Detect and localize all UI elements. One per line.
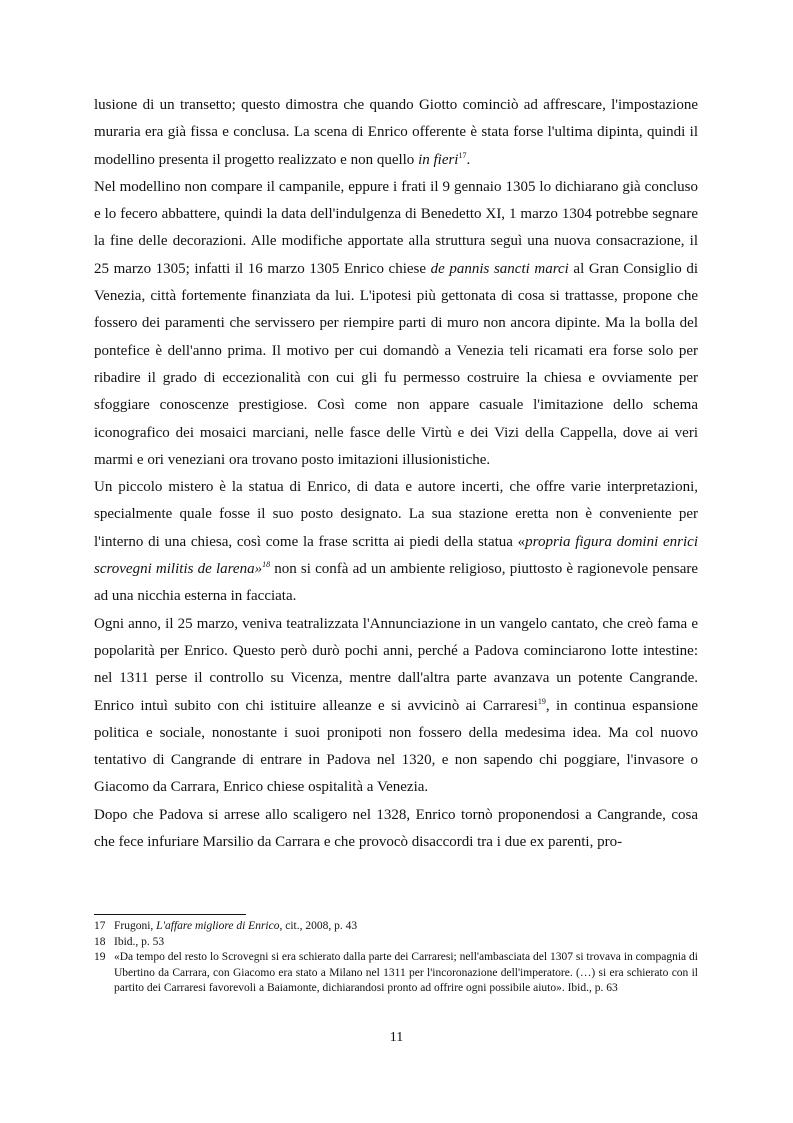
footnote-separator xyxy=(94,914,246,915)
footnote-title: L'affare migliore di Enrico xyxy=(156,920,280,932)
paragraph-text: lusione di un transetto; questo dimostra che quando Giotto cominciò ad affrescare, l'impostazione muraria era già fissa e conclusa. La scena di Enrico offerente è stata forse l'ultima dipinta, quindi il modellino presenta il progetto realizzato e non quello xyxy=(94,97,698,168)
page-number: 11 xyxy=(389,1030,404,1045)
footnotes xyxy=(94,914,698,997)
footnote-ref-18[interactable]: 18 xyxy=(262,560,271,570)
footnote-number: 19 xyxy=(94,951,106,963)
footnote-ref-17[interactable]: 17 xyxy=(458,150,467,160)
paragraph-text: Ogni anno, il 25 marzo, veniva teatralizzata l'Annunciazione in un vangelo cantato, che creò fama e popolarità per Enrico. Questo però durò pochi anni, perché a Padova cominciarono lotte intestine: nel 1311 perse il controllo su Vicenza, mentre dall'altra parte avanzava un potente Cangrande. Enrico intuì subito con chi istituire alleanze e si avvicinò ai Carraresi xyxy=(94,615,698,714)
paragraph-text: Un piccolo mistero è la statua di Enrico, di data e autore incerti, che offre varie interpretazioni, specialmente quale fosse il suo posto designato. La sua stazione eretta non è conveniente per l'interno di una chiesa, così come la frase scritta ai piedi della statua « xyxy=(94,479,698,550)
italic-quote: propria figura domini enrici scrovegni militis de larena» xyxy=(94,533,698,578)
paragraph-1 xyxy=(94,92,698,174)
paragraph-text: Dopo che Padova si arrese allo scaligero nel 1328, Enrico tornò proponendosi a Cangrande, cosa che fece infuriare Marsilio da Carrara e che provocò disaccordi tra i due ex parenti, pro- xyxy=(94,806,698,851)
footnote-number: 17 xyxy=(94,920,106,932)
footnote-text: Ibid., p. 53 xyxy=(114,935,165,948)
paragraph-2 xyxy=(94,174,698,474)
body-text xyxy=(94,92,698,856)
footnote-17 xyxy=(94,919,698,935)
paragraph-text: . xyxy=(466,151,471,168)
footnote-citation: , cit., 2008, p. 43 xyxy=(279,920,358,932)
footnote-ref-19[interactable]: 19 xyxy=(537,696,546,706)
footnote-18 xyxy=(94,935,698,951)
footnote-19 xyxy=(94,950,698,997)
paragraph-5 xyxy=(94,802,698,857)
paragraph-text: al Gran Consiglio di Venezia, città fortemente finanziata da lui. L'ipotesi più gettonata di cosa si trattasse, propone che fossero dei paramenti che servissero per riempire parti di muro non ancora dipinte. Ma la bolla del pontefice è dell'anno prima. Il motivo per cui domandò a Venezia teli ricamati era forse solo per ribadire il grado di eccezionalità con cui gli fu permesso costruire la chiesa e ovviamente per sfoggiare conoscenze prestigiose. Così come non appare casuale l'imitazione dello schema iconografico dei mosaici marciani, nelle fasce delle Virtù e dei Vizi della Cappella, dove ai veri marmi e ori veneziani ora trovano posto imitazioni illusionistiche. xyxy=(94,260,699,468)
paragraph-3 xyxy=(94,474,698,610)
italic-term: de pannis sancti marci xyxy=(430,260,569,277)
paragraph-text: Nel modellino non compare il campanile, eppure i frati il 9 gennaio 1305 lo dichiarano già concluso e lo fecero abbattere, quindi la data dell'indulgenza di Benedetto XI, 1 marzo 1304 potrebbe segnare la fine delle decorazioni. Alle modifiche apportate alla struttura seguì una nuova consacrazione, il 25 marzo 1305; infatti il 16 marzo 1305 Enrico chiese xyxy=(94,178,698,277)
footnote-text xyxy=(114,919,698,935)
footnote-number: 18 xyxy=(94,935,106,948)
footnote-author: Frugoni, xyxy=(114,920,157,932)
paragraph-text: , in continua espansione politica e sociale, nonostante i suoi pronipoti non fossero della medesima idea. Ma col nuovo tentativo di Cangrande di entrare in Padova nel 1320, e non sapendo chi poggiare, l'invasore o Giacomo da Carrara, Enrico chiese ospitalità a Venezia. xyxy=(94,697,698,796)
paragraph-4 xyxy=(94,611,698,802)
italic-term: in fieri xyxy=(418,151,459,168)
paragraph-text: non si confà ad un ambiente religioso, piuttosto è ragionevole pensare ad una nicchia esterna in facciata. xyxy=(94,561,699,605)
footnote-text: «Da tempo del resto lo Scrovegni si era schierato dalla parte dei Carraresi; nell'ambasciata del 1307 si trovava in compagnia di Ubertino da Carrara, con Giacomo era stato a Milano nel 1311 per l'incoronazione dell'imperatore. (…) si era schierato con il partito dei Carraresi favorevoli a Baiamonte, dichiarandosi pronto ad offrire ogni possibile aiuto». Ibid., p. 63 xyxy=(114,951,698,994)
